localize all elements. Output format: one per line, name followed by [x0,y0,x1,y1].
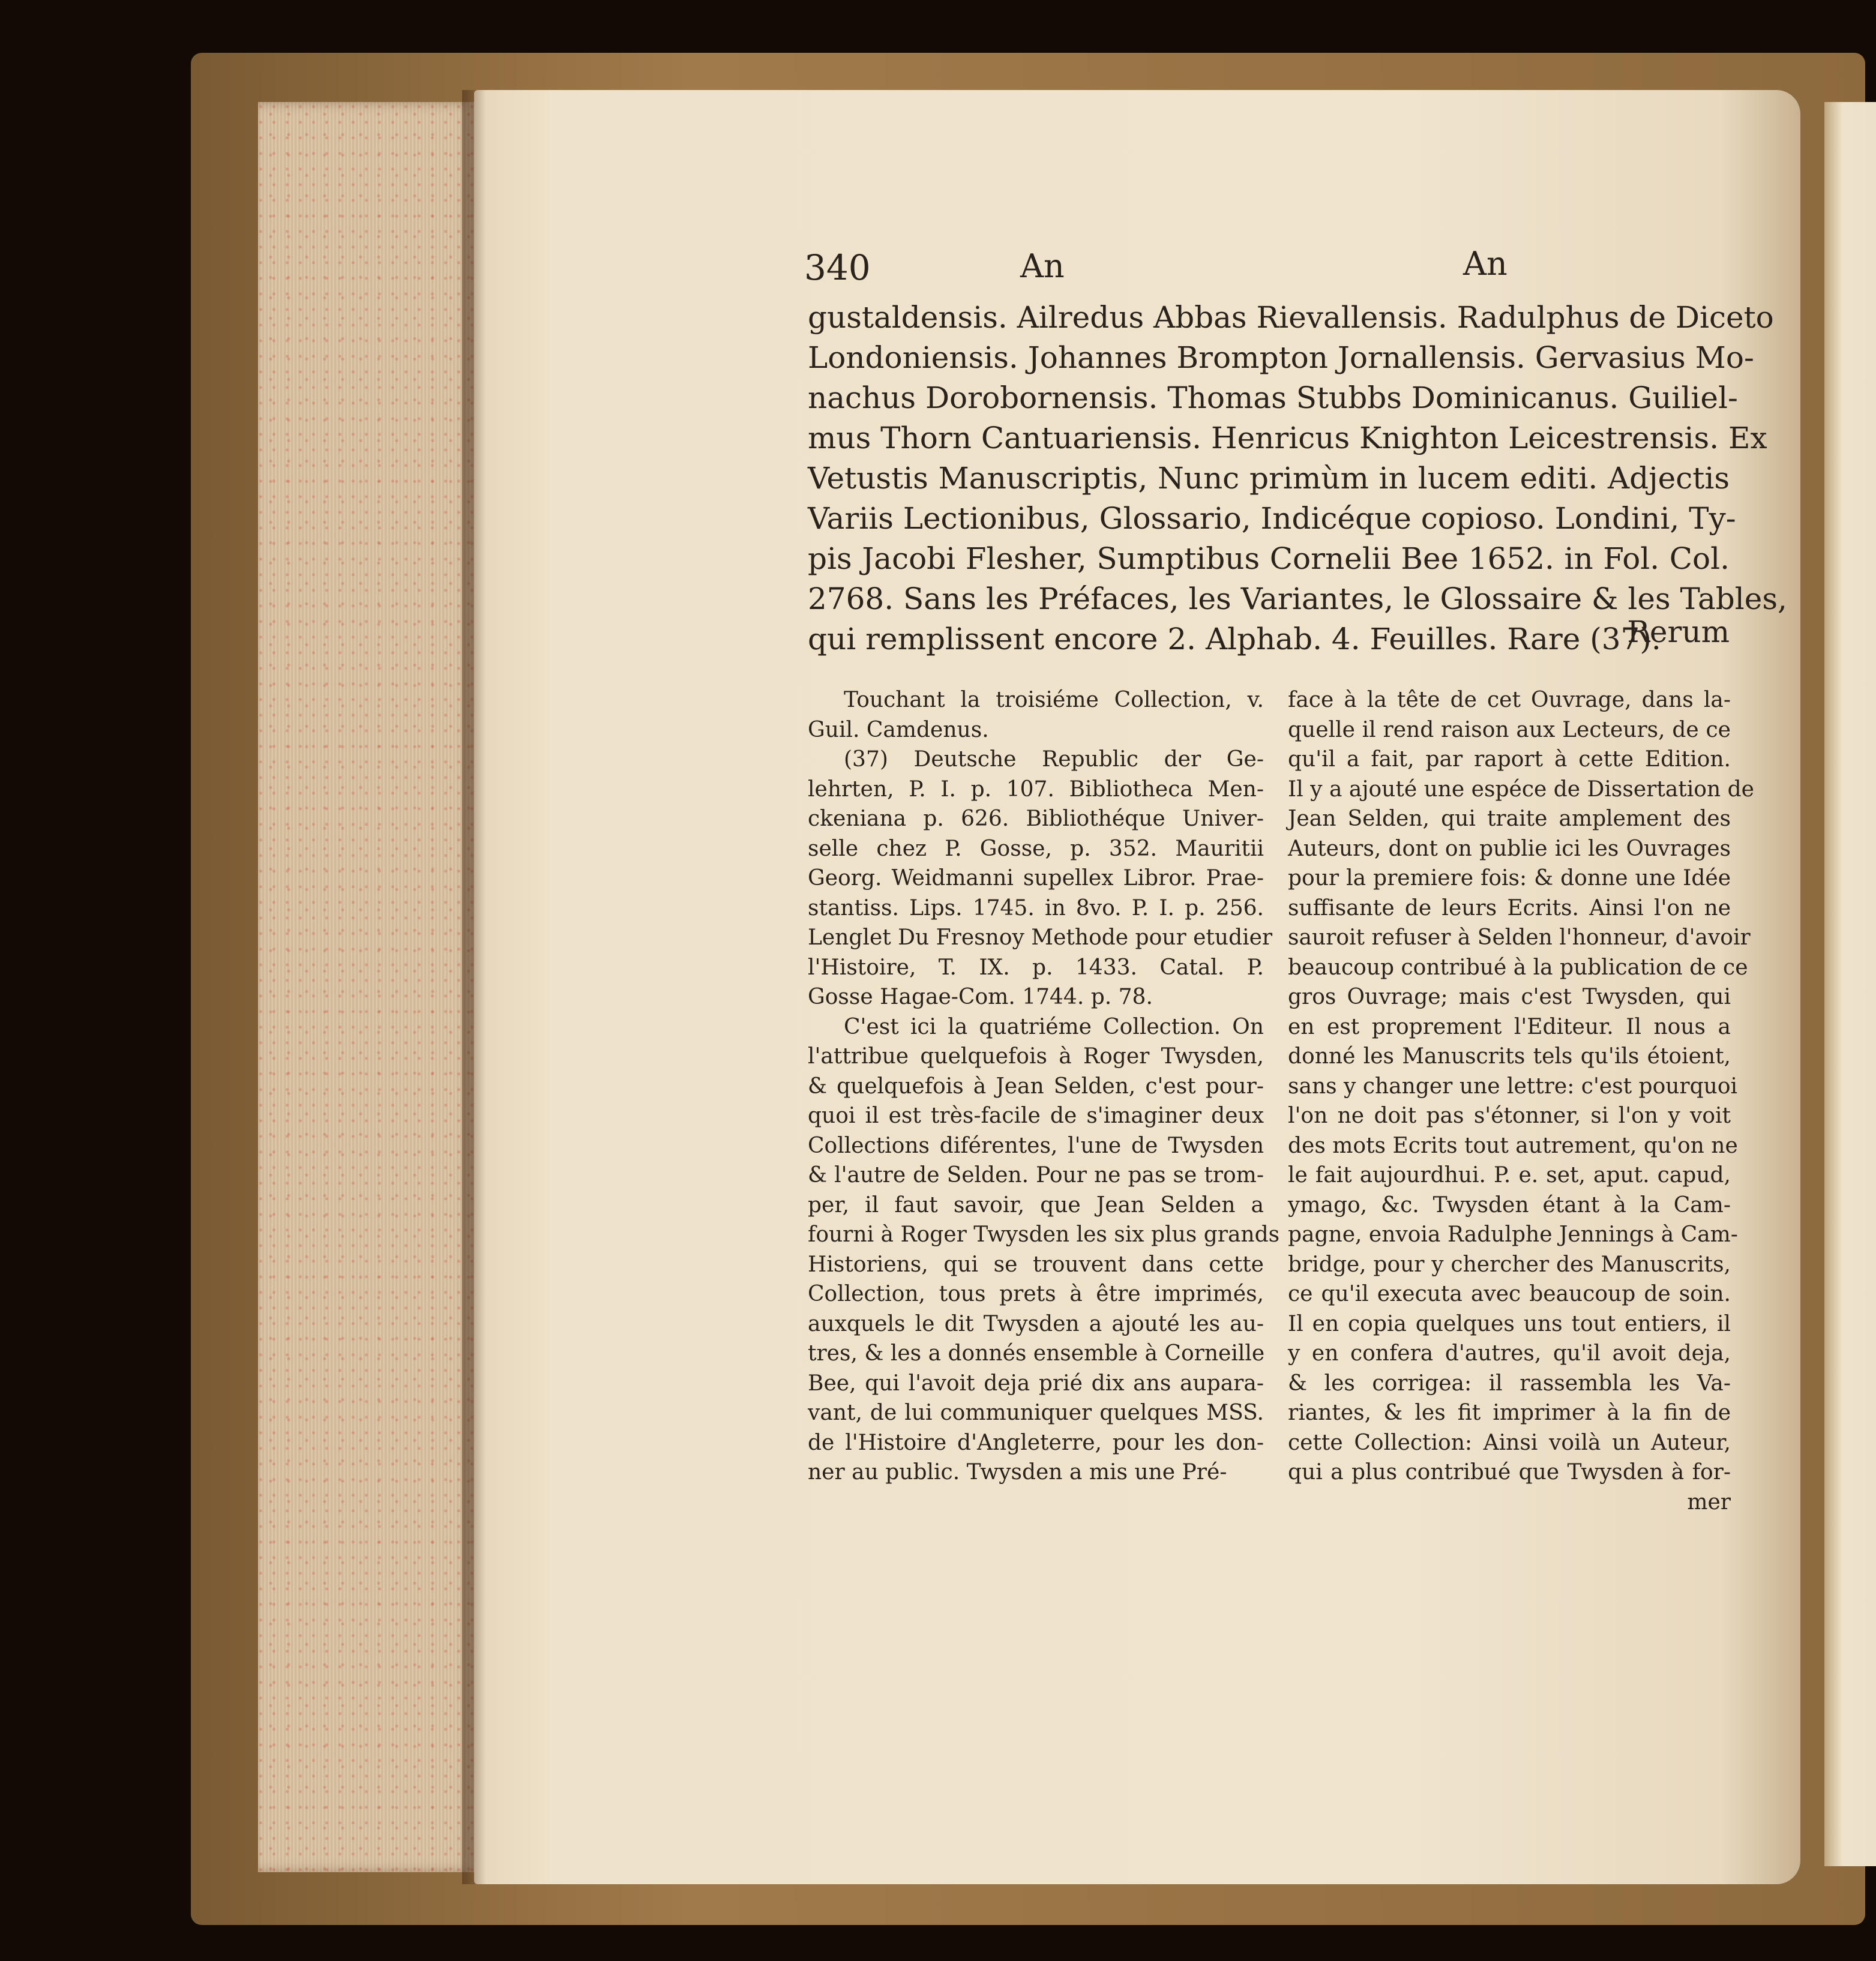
text-line: fourni à Roger Twysden les six plus grands [808,1222,1280,1247]
text-line: l'on ne doit pas s'étonner, si l'on y voit [1288,1104,1731,1128]
text-line: ce qu'il executa avec beaucoup de soin. [1288,1282,1731,1306]
main-text-block [808,298,1787,659]
text-line: tres, & les a donnés ensemble à Corneille [808,1341,1265,1366]
text-line: gustaldensis. Ailredus Abbas Rievallensis. Radulphus de Diceto [808,300,1774,335]
text-line: y en confera d'autres, qu'il avoit deja, [1288,1341,1731,1366]
page-number: 340 [804,247,871,288]
text-line: pis Jacobi Flesher, Sumptibus Cornelii Bee 1652. in Fol. Col. [808,541,1730,576]
text-line: sans y changer une lettre: c'est pourquoi [1288,1074,1738,1099]
gutter-shadow [462,90,486,1884]
text-line: C'est ici la quatriéme Collection. On [844,1014,1264,1039]
text-line: ymago, &c. Twysden étant à la Cam- [1288,1192,1731,1218]
text-line: lehrten, P. I. p. 107. Bibliotheca Men- [808,776,1264,802]
text-line: Collections diférentes, l'une de Twysden [808,1133,1264,1158]
text-line: pagne, envoia Radulphe Jennings à Cam- [1288,1222,1738,1247]
text-line: quoi il est très-facile de s'imaginer deux [808,1104,1264,1128]
text-line: Auteurs, dont on publie ici les Ouvrages [1288,836,1731,861]
text-line: per, il faut savoir, que Jean Selden a [808,1192,1264,1218]
text-line: Lenglet Du Fresnoy Methode pour etudier [808,925,1273,950]
text-line: Bee, qui l'avoit deja prié dix ans aupara- [808,1371,1264,1396]
running-head-right: An [1463,245,1508,283]
text-line: Touchant la troisiéme Collection, v. [844,688,1264,712]
text-line: en est proprement l'Editeur. Il nous a [1288,1014,1731,1039]
text-line: Jean Selden, qui traite amplement des [1288,806,1731,831]
text-line: cette Collection: Ainsi voilà un Auteur, [1288,1430,1731,1455]
catchword: Rerum [1627,614,1730,649]
text-line: Variis Lectionibus, Glossario, Indicéque copioso. Londini, Ty- [808,501,1736,536]
page-edges [258,102,474,1872]
text-line: selle chez P. Gosse, p. 352. Mauritii [808,836,1264,861]
text-line: riantes, & les fit imprimer à la fin de [1288,1401,1731,1425]
text-line: de l'Histoire d'Angleterre, pour les don- [808,1430,1264,1455]
text-line: Il en copia quelques uns tout entiers, il [1288,1311,1731,1336]
text-line: qui a plus contribué que Twysden à for- [1288,1460,1731,1485]
text-line: stantiss. Lips. 1745. in 8vo. P. I. p. 256. [808,895,1264,920]
text-line: Londoniensis. Johannes Brompton Jornallensis. Gervasius Mo- [808,340,1754,375]
text-line: Guil. Camdenus. [808,717,989,742]
text-line: qui remplissent encore 2. Alphab. 4. Feuilles. Rare (37). [808,622,1661,656]
text-line: nachus Dorobornensis. Thomas Stubbs Dominicanus. Guiliel- [808,380,1738,415]
text-line: vant, de lui communiquer quelques MSS. [808,1401,1264,1425]
text-line: qu'il a fait, par raport à cette Edition. [1288,747,1731,772]
footnote-column-left [808,685,1280,1488]
text-line: mer [1687,1489,1731,1515]
text-line: beaucoup contribué à la publication de ce [1288,955,1748,980]
text-line: Georg. Weidmanni supellex Libror. Prae- [808,866,1264,890]
text-line: le fait aujourdhui. P. e. set, aput. capud, [1288,1163,1731,1188]
text-line: 2768. Sans les Préfaces, les Variantes, le Glossaire & les Tables, [808,581,1787,616]
text-line: donné les Manuscrits tels qu'ils étoient, [1288,1044,1731,1069]
text-line: face à la tête de cet Ouvrage, dans la- [1288,688,1731,712]
text-line: mus Thorn Cantuariensis. Henricus Knighton Leicestrensis. Ex [808,421,1767,455]
text-line: des mots Ecrits tout autrement, qu'on ne [1288,1133,1738,1158]
text-line: Gosse Hagae-Com. 1744. p. 78. [808,985,1153,1009]
text-line: & les corrigea: il rassembla les Va- [1288,1371,1731,1396]
text-line: Historiens, qui se trouvent dans cette [808,1252,1264,1277]
text-line: Vetustis Manuscriptis, Nunc primùm in lucem editi. Adjectis [808,461,1730,496]
text-line: & quelquefois à Jean Selden, c'est pour- [808,1074,1264,1099]
text-line: & l'autre de Selden. Pour ne pas se trom- [808,1163,1264,1188]
text-line: l'attribue quelquefois à Roger Twysden, [808,1044,1264,1069]
text-line: l'Histoire, T. IX. p. 1433. Catal. P. [808,955,1264,980]
text-line: bridge, pour y chercher des Manuscrits, [1288,1252,1731,1277]
facing-page-edge [1824,102,1876,1866]
text-line: Il y a ajouté une espéce de Dissertation de [1288,776,1754,802]
text-line: sauroit refuser à Selden l'honneur, d'avoir [1288,925,1751,950]
text-line: pour la premiere fois: & donne une Idée [1288,866,1731,890]
text-line: ner au public. Twysden a mis une Pré- [808,1460,1227,1485]
footnote-column-right [1288,685,1754,1517]
text-line: quelle il rend raison aux Lecteurs, de ce [1288,717,1731,742]
text-line: auxquels le dit Twysden a ajouté les au- [808,1311,1264,1336]
running-head-left: An [1020,247,1065,285]
text-line: ckeniana p. 626. Bibliothéque Univer- [808,806,1264,831]
text-line: suffisante de leurs Ecrits. Ainsi l'on ne [1288,895,1731,920]
text-line: Collection, tous prets à être imprimés, [808,1282,1264,1306]
text-line: (37) Deutsche Republic der Ge- [844,747,1264,772]
text-line: gros Ouvrage; mais c'est Twysden, qui [1288,985,1731,1009]
